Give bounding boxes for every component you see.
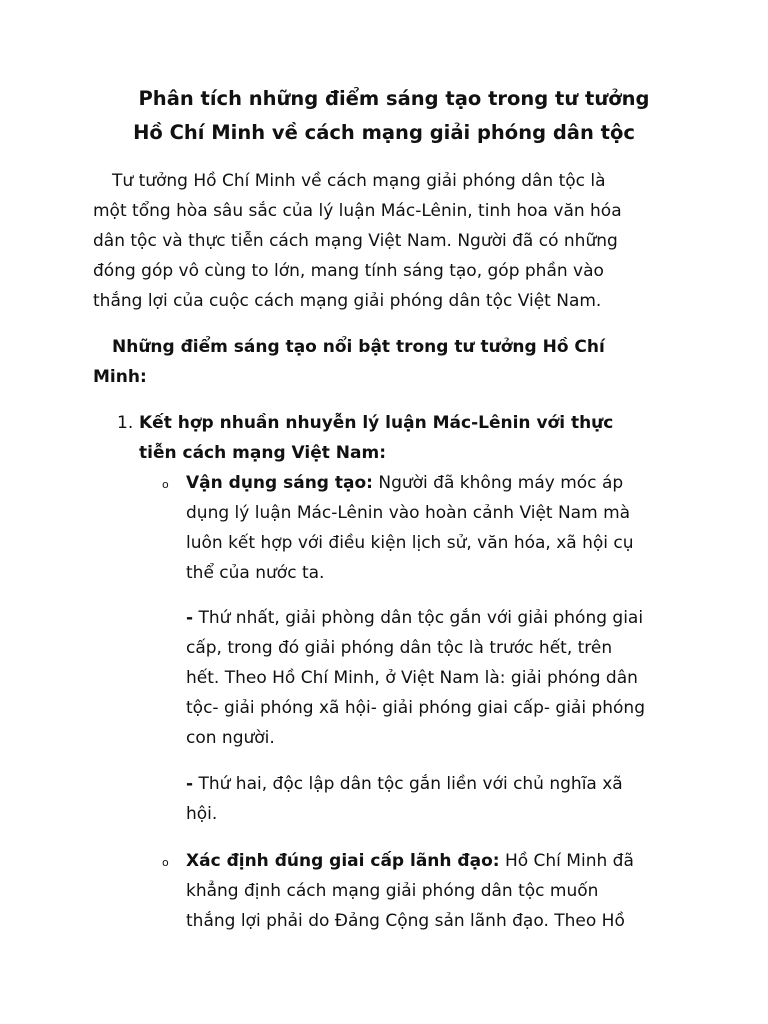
bullet-text: Hồ Chí Minh đã	[499, 851, 634, 871]
bullet-leading-class	[186, 846, 634, 936]
document-title-line-1: Phân tích những điểm sáng tạo trong tư tưởng	[138, 87, 650, 110]
point-first	[186, 603, 645, 753]
intro-paragraph	[93, 166, 622, 316]
bullet-line: khẳng định cách mạng giải phóng dân tộc muốn	[186, 881, 599, 901]
intro-line: một tổng hòa sâu sắc của lý luận Mác-Lênin, tinh hoa văn hóa	[93, 201, 622, 221]
point-line: hội.	[186, 804, 218, 824]
bullet-marker: o	[162, 856, 169, 869]
document-title-line-2: Hồ Chí Minh về cách mạng giải phóng dân tộc	[133, 121, 635, 144]
point-line: hết. Theo Hồ Chí Minh, ở Việt Nam là: giải phóng dân	[186, 668, 638, 688]
point-text: Thứ nhất, giải phòng dân tộc gắn với giải phóng giai	[193, 608, 644, 628]
point-line: tộc- giải phóng xã hội- giải phóng giai cấp- giải phóng	[186, 698, 645, 718]
bullet-line: luôn kết hợp với điều kiện lịch sử, văn hóa, xã hội cụ	[186, 533, 634, 553]
bullet-first-line	[186, 468, 634, 498]
list-item-heading-line: tiễn cách mạng Việt Nam:	[139, 443, 386, 463]
point-dash: -	[186, 608, 194, 628]
list-item-number: 1.	[117, 413, 134, 433]
bullet-marker: o	[162, 478, 169, 491]
point-first-line	[186, 769, 623, 799]
bullet-text: Người đã không máy móc áp	[372, 473, 624, 493]
bullet-creative-application	[186, 468, 634, 588]
point-line: cấp, trong đó giải phóng dân tộc là trước hết, trên	[186, 638, 613, 658]
point-line: con người.	[186, 728, 275, 748]
point-first-line	[186, 603, 645, 633]
intro-line: đóng góp vô cùng to lớn, mang tính sáng tạo, góp phần vào	[93, 261, 604, 281]
bullet-line: thắng lợi phải do Đảng Cộng sản lãnh đạo. Theo Hồ	[186, 911, 625, 931]
point-dash: -	[186, 774, 194, 794]
bullet-lead: Vận dụng sáng tạo:	[186, 473, 373, 493]
bullet-first-line	[186, 846, 634, 876]
section-heading-line: Những điểm sáng tạo nổi bật trong tư tưởng Hồ Chí	[112, 337, 605, 357]
intro-line: thắng lợi của cuộc cách mạng giải phóng dân tộc Việt Nam.	[93, 291, 602, 311]
point-text: Thứ hai, độc lập dân tộc gắn liền với chủ nghĩa xã	[193, 774, 623, 794]
section-heading-line: Minh:	[93, 367, 147, 387]
list-item-heading-line: Kết hợp nhuần nhuyễn lý luận Mác-Lênin với thực	[139, 413, 614, 433]
point-second	[186, 769, 623, 829]
intro-line: dân tộc và thực tiễn cách mạng Việt Nam. Người đã có những	[93, 231, 618, 251]
list-item-heading	[139, 408, 613, 468]
bullet-line: dụng lý luận Mác-Lênin vào hoàn cảnh Việt Nam mà	[186, 503, 631, 523]
bullet-lead: Xác định đúng giai cấp lãnh đạo:	[186, 851, 500, 871]
intro-line: Tư tưởng Hồ Chí Minh về cách mạng giải phóng dân tộc là	[112, 171, 606, 191]
bullet-line: thể của nước ta.	[186, 563, 325, 583]
section-heading	[93, 332, 605, 392]
